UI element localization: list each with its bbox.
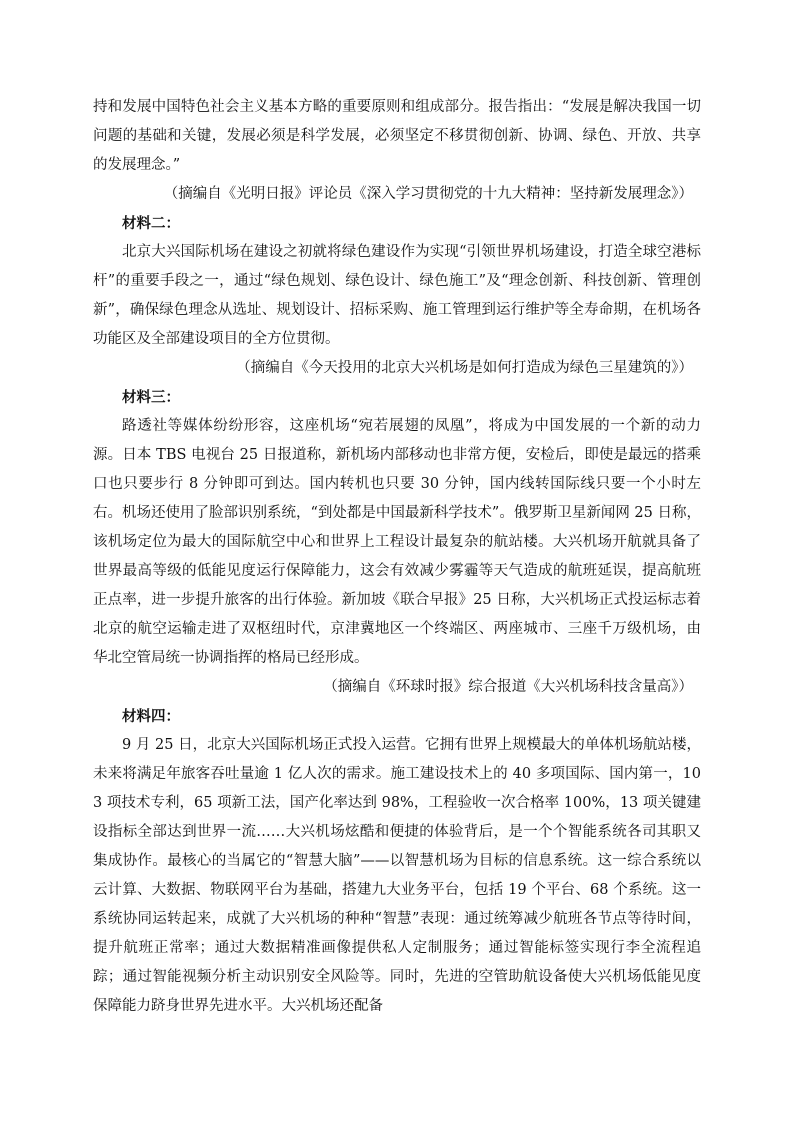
material-2-heading: 材料二： bbox=[122, 215, 180, 232]
material-3-body: 路透社等媒体纷纷形容，这座机场“宛若展翅的凤凰”，将成为中国发展的一个新的动力源。日本 TBS 电视台 25 日报道称，新机场内部移动也非常方便，安检后，即使是最远的搭乘口也只要步行 8 分钟即可到达。国内转机也只要 30 分钟，国内线转国际线只要一个小时左右。机场还使用了脸部识别系统，“到处都是中国最新科学技术”。俄罗斯卫星新闻网 25 日称，该机场定位为最大的国际航空中心和世界上工程设计最复杂的航站楼。大兴机场开航就具备了世界最高等级的低能见度运行保障能力，这会有效减少雾霾等天气造成的航班延误，提高航班正点率，进一步提升旅客的出行体验。新加坡《联合早报》25 日称，大兴机场正式投运标志着北京的航空运输走进了双枢纽时代，京津冀地区一个终端区、两座城市、三座千万级机场，由华北空管局统一协调指挥的格局已经形成。 bbox=[93, 418, 701, 666]
intro-source-citation: （摘编自《光明日报》评论员《深入学习贯彻党的十九大精神：坚持新发展理念》） bbox=[163, 186, 693, 202]
material-2-body: 北京大兴国际机场在建设之初就将绿色建设作为实现“引领世界机场建设，打造全球空港标杆”的重要手段之一，通过“绿色规划、绿色设计、绿色施工”及“理念创新、科技创新、管理创新”，确保绿色理念从选址、规划设计、招标采购、施工管理到运行维护等全寿命期，在机场各功能区及全部建设项目的全方位贯彻。 bbox=[93, 244, 701, 347]
intro-paragraph: 持和发展中国特色社会主义基本方略的重要原则和组成部分。报告指出：“发展是解决我国一切问题的基础和关键，发展必须是科学发展，必须坚定不移贯彻创新、协调、绿色、开放、共享的发展理念。” bbox=[93, 99, 701, 173]
material-3-heading: 材料三： bbox=[122, 389, 180, 406]
material-4-body: 9 月 25 日，北京大兴国际机场正式投入运营。它拥有世界上规模最大的单体机场航站楼，未来将满足年旅客吞吐量逾 1 亿人次的需求。施工建设技术上的 40 多项国际、国内第一，103 项技术专利，65 项新工法，国产化率达到 98%，工程验收一次合格率 100%，13 项关键建设指标全部达到世界一流……大兴机场炫酷和便捷的体验背后，是一个个智能系统各司其职又集成协作。最核心的当属它的“智慧大脑”——以智慧机场为目标的信息系统。这一综合系统以云计算、大数据、物联网平台为基础，搭建九大业务平台，包括 19 个平台、68 个系统。这一系统协同运转起来，成就了大兴机场的种种“智慧”表现：通过统筹减少航班各节点等待时间，提升航班正常率；通过大数据精准画像提供私人定制服务；通过智能标签实现行李全流程追踪；通过智能视频分析主动识别安全风险等。同时，先进的空管助航设备使大兴机场低能见度保障能力跻身世界先进水平。大兴机场还配备 bbox=[93, 737, 701, 1014]
material-3-source-citation: （摘编自《环球时报》综合报道《大兴机场科技含量高》） bbox=[323, 679, 693, 695]
material-2-source-citation: （摘编自《今天投用的北京大兴机场是如何打造成为绿色三星建筑的》） bbox=[236, 360, 693, 376]
document-page bbox=[93, 93, 701, 1021]
material-4-heading: 材料四： bbox=[122, 708, 180, 725]
